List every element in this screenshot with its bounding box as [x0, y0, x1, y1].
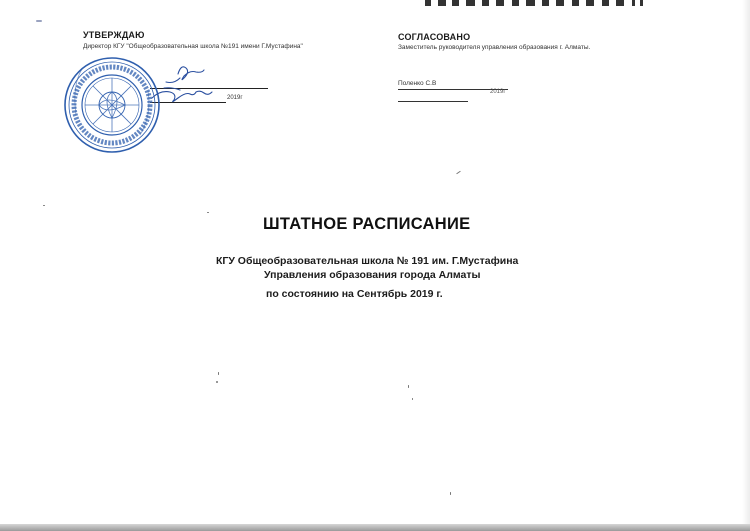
organization-name: КГУ Общеобразовательная школа № 191 им. Г.Мустафина	[216, 255, 519, 267]
scan-speck	[207, 212, 209, 213]
scan-artifact-top	[420, 0, 660, 10]
scan-speck	[36, 20, 42, 22]
scan-speck	[218, 372, 219, 375]
approval-heading: УТВЕРЖДАЮ	[83, 30, 145, 40]
organization-department: Управления образования города Алматы	[264, 269, 481, 281]
approval-year: 2019г	[227, 95, 243, 101]
agreement-position: Заместитель руководителя управления образования г. Алматы.	[398, 44, 591, 51]
agreement-year: 2019г	[490, 89, 506, 95]
signature-icon	[150, 60, 220, 106]
scan-speck	[216, 381, 218, 383]
agreement-name: Поленко С.В	[398, 80, 437, 87]
scan-speck	[450, 492, 451, 495]
scan-speck	[412, 398, 413, 400]
scan-speck	[456, 171, 461, 175]
scan-speck	[408, 385, 409, 388]
scan-speck	[43, 205, 45, 206]
approval-position: Директор КГУ "Общеобразовательная школа №191 имени Г.Мустафина"	[83, 43, 303, 50]
scan-edge-right	[742, 0, 750, 531]
document-title: ШТАТНОЕ РАСПИСАНИЕ	[263, 215, 471, 233]
scan-edge-bottom	[0, 524, 750, 531]
agreement-date-line	[398, 100, 468, 102]
stamp-icon	[62, 55, 162, 155]
document-date: по состоянию на Сентябрь 2019 г.	[266, 288, 443, 300]
agreement-heading: СОГЛАСОВАНО	[398, 32, 471, 42]
